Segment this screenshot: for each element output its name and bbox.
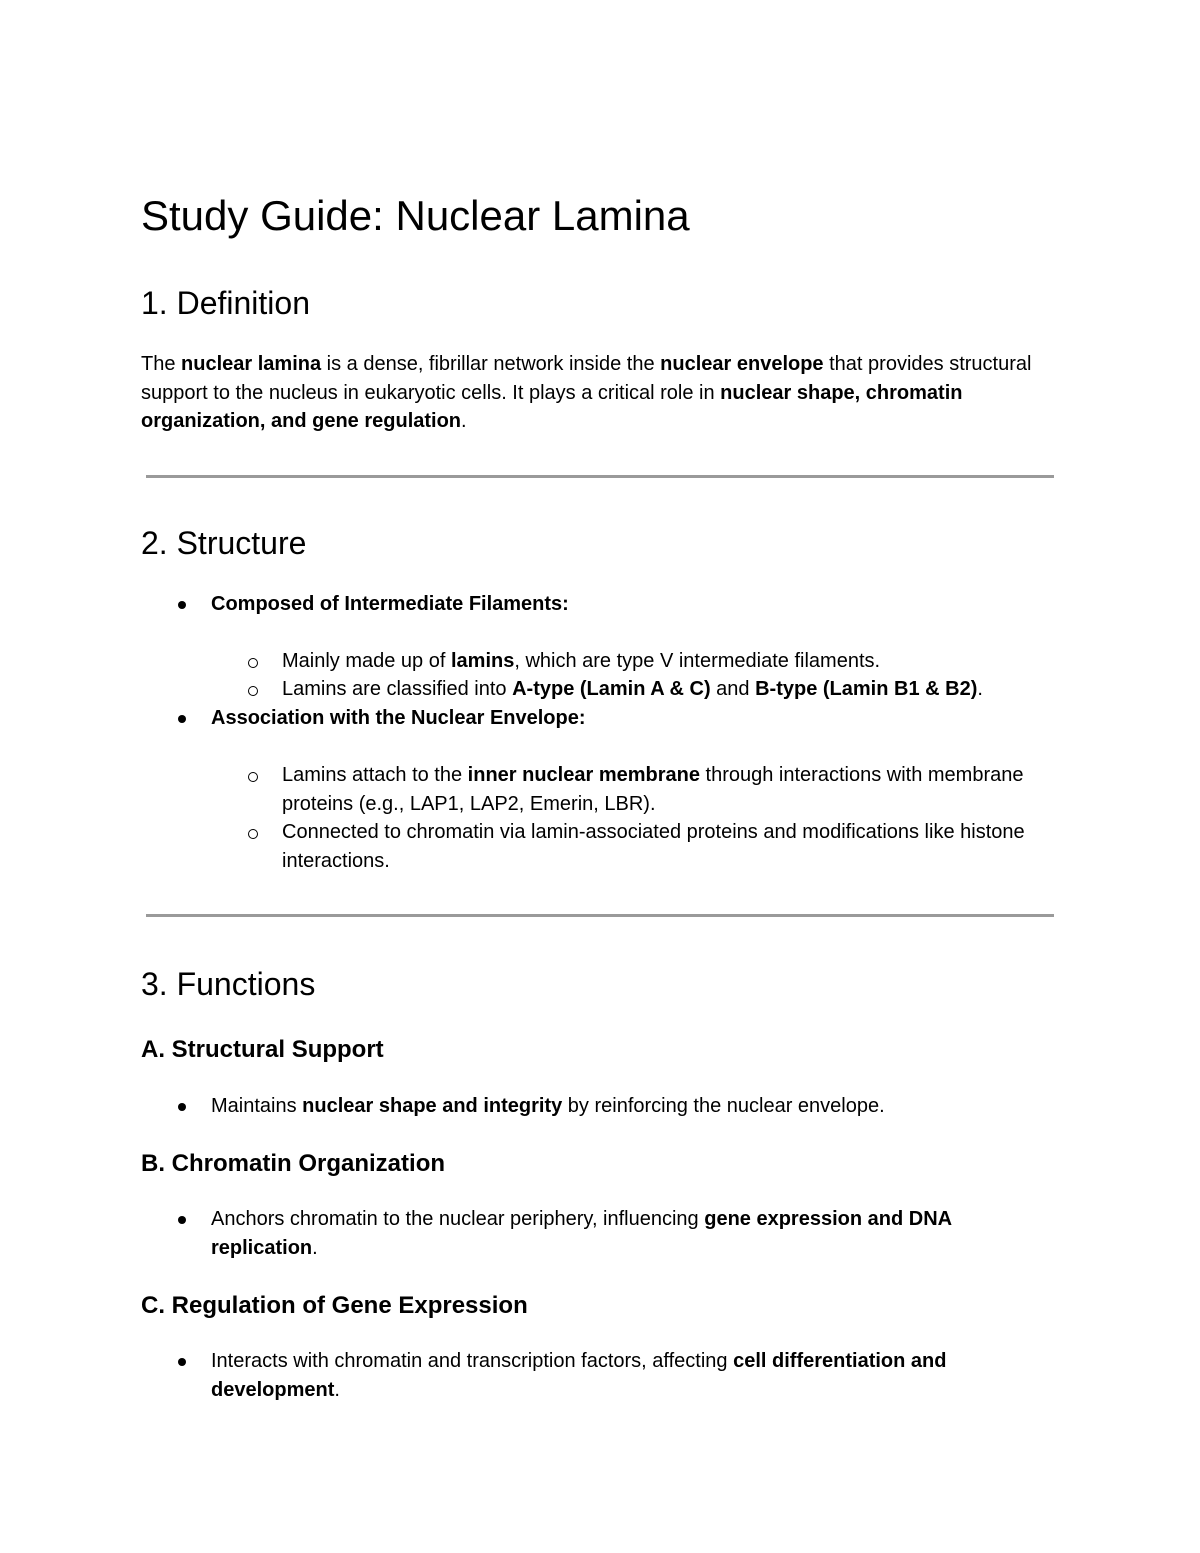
section-heading-functions: 3. Functions <box>141 966 316 1002</box>
sub-list-item-chromatin-connection: Connected to chromatin via lamin-associated proteins and modifications like histone interactions. <box>282 821 1025 872</box>
sub-bullet-icon <box>248 772 258 782</box>
sub-bullet-icon <box>248 658 258 668</box>
horizontal-divider <box>146 914 1054 917</box>
list-item-structural-support: Maintains nuclear shape and integrity by reinforcing the nuclear envelope. <box>211 1095 885 1117</box>
bullet-icon <box>178 601 186 609</box>
bullet-icon <box>178 1358 186 1366</box>
sub-bullet-icon <box>248 829 258 839</box>
sub-list-item-inner-membrane: Lamins attach to the inner nuclear membrane through interactions with membrane proteins (e.g., LAP1, LAP2, Emerin, LBR). <box>282 764 1024 815</box>
page-title: Study Guide: Nuclear Lamina <box>141 192 690 239</box>
list-item-composed: Composed of Intermediate Filaments: <box>211 593 569 615</box>
subsection-heading-gene-expression: C. Regulation of Gene Expression <box>141 1292 528 1319</box>
list-item-chromatin-organization: Anchors chromatin to the nuclear periphery, influencing gene expression and DNA replication. <box>211 1208 952 1259</box>
sub-list-item-lamins: Mainly made up of lamins, which are type V intermediate filaments. <box>282 650 881 672</box>
horizontal-divider <box>146 475 1054 478</box>
definition-paragraph: The nuclear lamina is a dense, fibrillar network inside the nuclear envelope that provides structural support to the nucleus in eukaryotic cells. It plays a critical role in nuclear shape, chromatin organization, and gene regulation. <box>141 353 1032 432</box>
bullet-icon <box>178 1103 186 1111</box>
bullet-icon <box>178 1216 186 1224</box>
sub-list-item-lamin-types: Lamins are classified into A-type (Lamin A & C) and B-type (Lamin B1 & B2). <box>282 678 983 700</box>
sub-bullet-icon <box>248 686 258 696</box>
list-item-association: Association with the Nuclear Envelope: <box>211 707 586 729</box>
section-heading-definition: 1. Definition <box>141 285 310 321</box>
subsection-heading-structural-support: A. Structural Support <box>141 1036 384 1063</box>
subsection-heading-chromatin-organization: B. Chromatin Organization <box>141 1150 446 1177</box>
bullet-icon <box>178 715 186 723</box>
section-heading-structure: 2. Structure <box>141 525 307 561</box>
list-item-gene-expression: Interacts with chromatin and transcription factors, affecting cell differentiation and development. <box>211 1350 947 1401</box>
